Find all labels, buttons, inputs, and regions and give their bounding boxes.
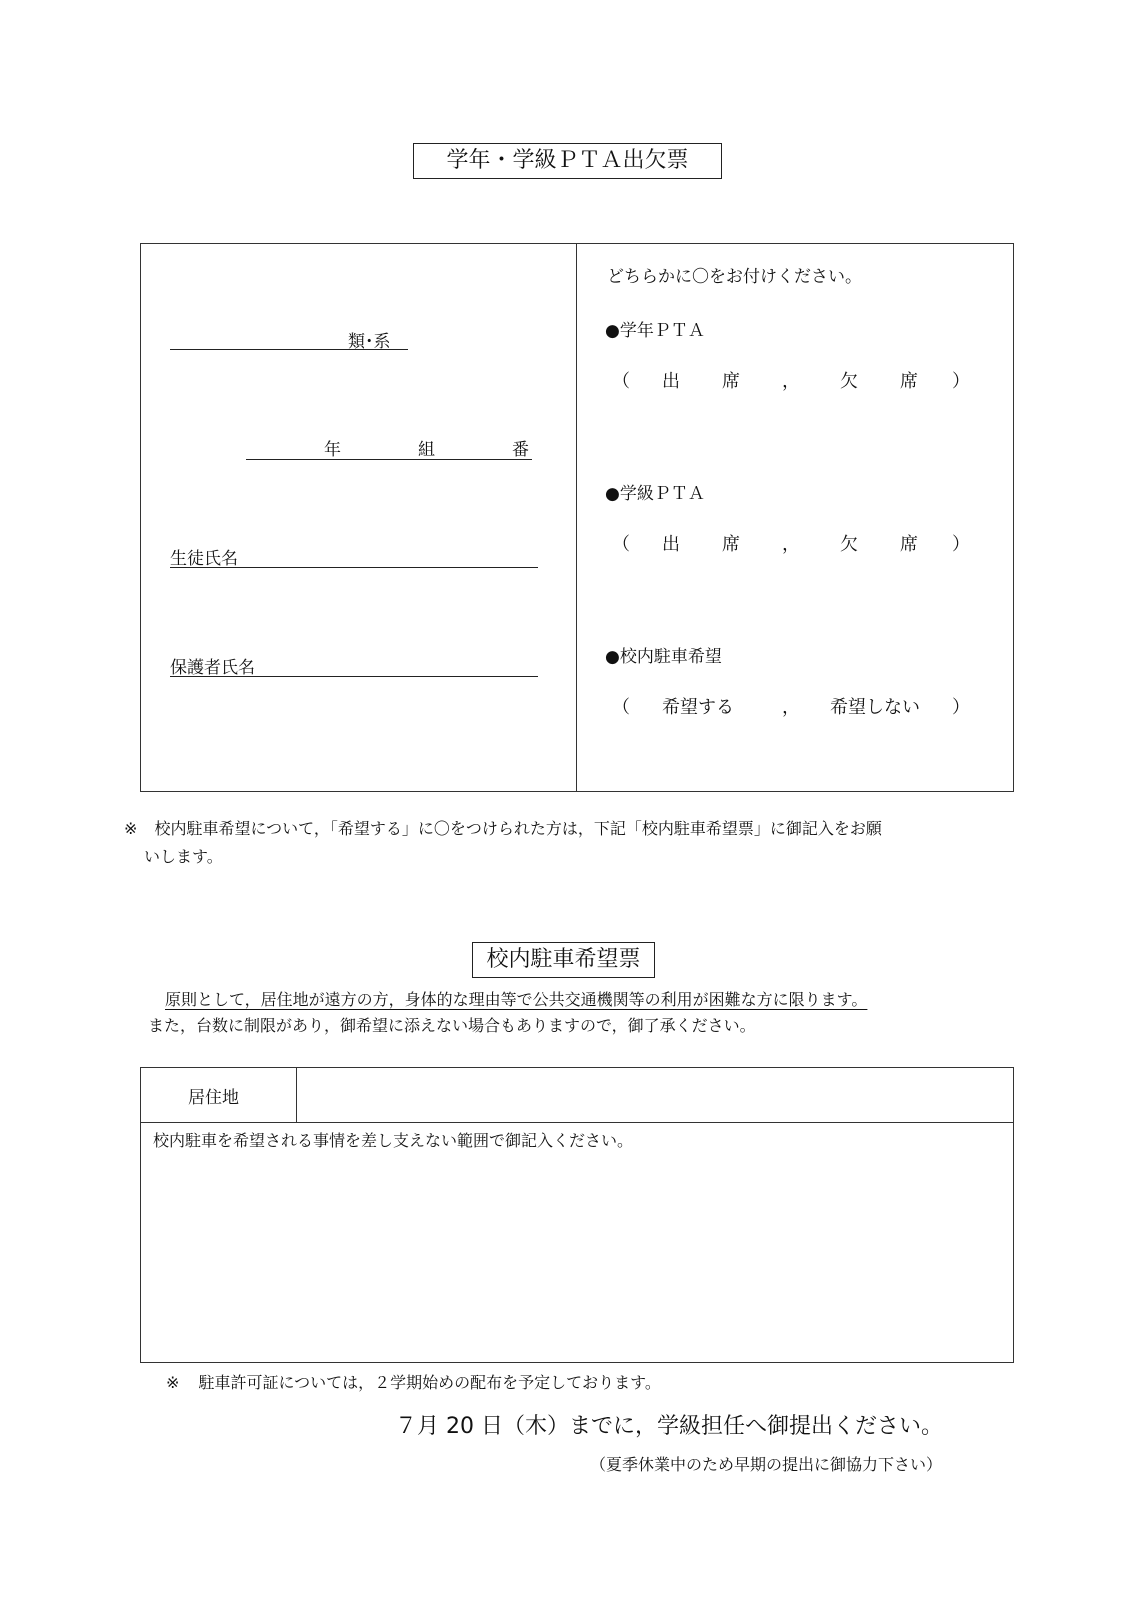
open-paren: （: [612, 697, 630, 718]
guardian-name-field[interactable]: [170, 652, 538, 677]
attendance-note: [124, 815, 1024, 843]
parking-form-col-divider: [296, 1067, 297, 1122]
class-pta-choice[interactable]: [612, 530, 982, 556]
student-name-field[interactable]: [170, 543, 538, 568]
comma: ，: [782, 371, 800, 392]
attendance-form-divider: [576, 243, 577, 792]
open-paren: （: [612, 534, 630, 555]
note-mark: ※: [124, 819, 138, 838]
class-label: 組: [418, 440, 435, 460]
grade-label: 年: [324, 440, 341, 460]
parking-heading: ●校内駐車希望: [605, 647, 722, 667]
parking-choice[interactable]: [612, 693, 982, 719]
comma: ，: [782, 534, 800, 555]
class-pta-absent-option[interactable]: 欠 席: [840, 534, 930, 555]
parking-condition-line2: また，台数に制限があり，御希望に添えない場合もありますので，御了承ください。: [148, 1016, 756, 1035]
parking-form-row-divider: [140, 1122, 1014, 1123]
permit-note-text: 駐車許可証については，２学期始めの配布を予定しております。: [198, 1373, 661, 1392]
close-paren: ）: [952, 534, 970, 555]
grade-pta-absent-option[interactable]: 欠 席: [840, 371, 930, 392]
permit-note-mark: ※: [166, 1373, 180, 1392]
parking-wish-option[interactable]: 希望する: [662, 697, 734, 718]
grade-pta-attend-option[interactable]: 出 席: [662, 371, 752, 392]
parking-no-wish-option[interactable]: 希望しない: [830, 697, 920, 718]
parking-condition-underlined: 原則として，居住地が遠方の方，身体的な理由等で公共交通機関等の利用が困難な方に限ります。: [165, 990, 868, 1009]
attendance-note-line2: いします。: [144, 847, 223, 866]
reason-label: 校内駐車を希望される事情を差し支えない範囲で御記入ください。: [153, 1131, 634, 1150]
attendance-form-title: 学年・学級ＰＴＡ出欠票: [413, 143, 722, 179]
parking-form-title: 校内駐車希望票: [472, 942, 655, 978]
reason-field[interactable]: [142, 1155, 1012, 1361]
close-paren: ）: [952, 697, 970, 718]
address-field[interactable]: [298, 1068, 1012, 1121]
open-paren: （: [612, 371, 630, 392]
class-pta-heading: ●学級ＰＴＡ: [605, 484, 705, 504]
deadline-subtext: （夏季休業中のため早期の提出に御協力下さい）: [590, 1455, 943, 1474]
guardian-name-label: 保護者氏名: [170, 658, 255, 678]
circle-instruction: どちらかに〇をお付けください。: [607, 267, 862, 287]
comma: ，: [782, 697, 800, 718]
note-line1: 校内駐車希望について，「希望する」に〇をつけられた方は，下記「校内駐車希望票」に御記入をお願: [154, 819, 882, 838]
grade-pta-choice[interactable]: [612, 367, 982, 393]
close-paren: ）: [952, 371, 970, 392]
class-pta-attend-option[interactable]: 出 席: [662, 534, 752, 555]
course-suffix-label: 類･系: [348, 332, 391, 352]
student-name-label: 生徒氏名: [170, 549, 238, 569]
course-field[interactable]: [170, 327, 408, 350]
deadline-text: ７月 20 日（木）までに，学級担任へ御提出ください。: [395, 1414, 943, 1439]
permit-note: [166, 1370, 661, 1393]
grade-class-number-field[interactable]: [246, 435, 532, 460]
address-label: 居住地: [188, 1088, 239, 1108]
number-label: 番: [512, 440, 529, 460]
grade-pta-heading: ●学年ＰＴＡ: [605, 321, 705, 341]
